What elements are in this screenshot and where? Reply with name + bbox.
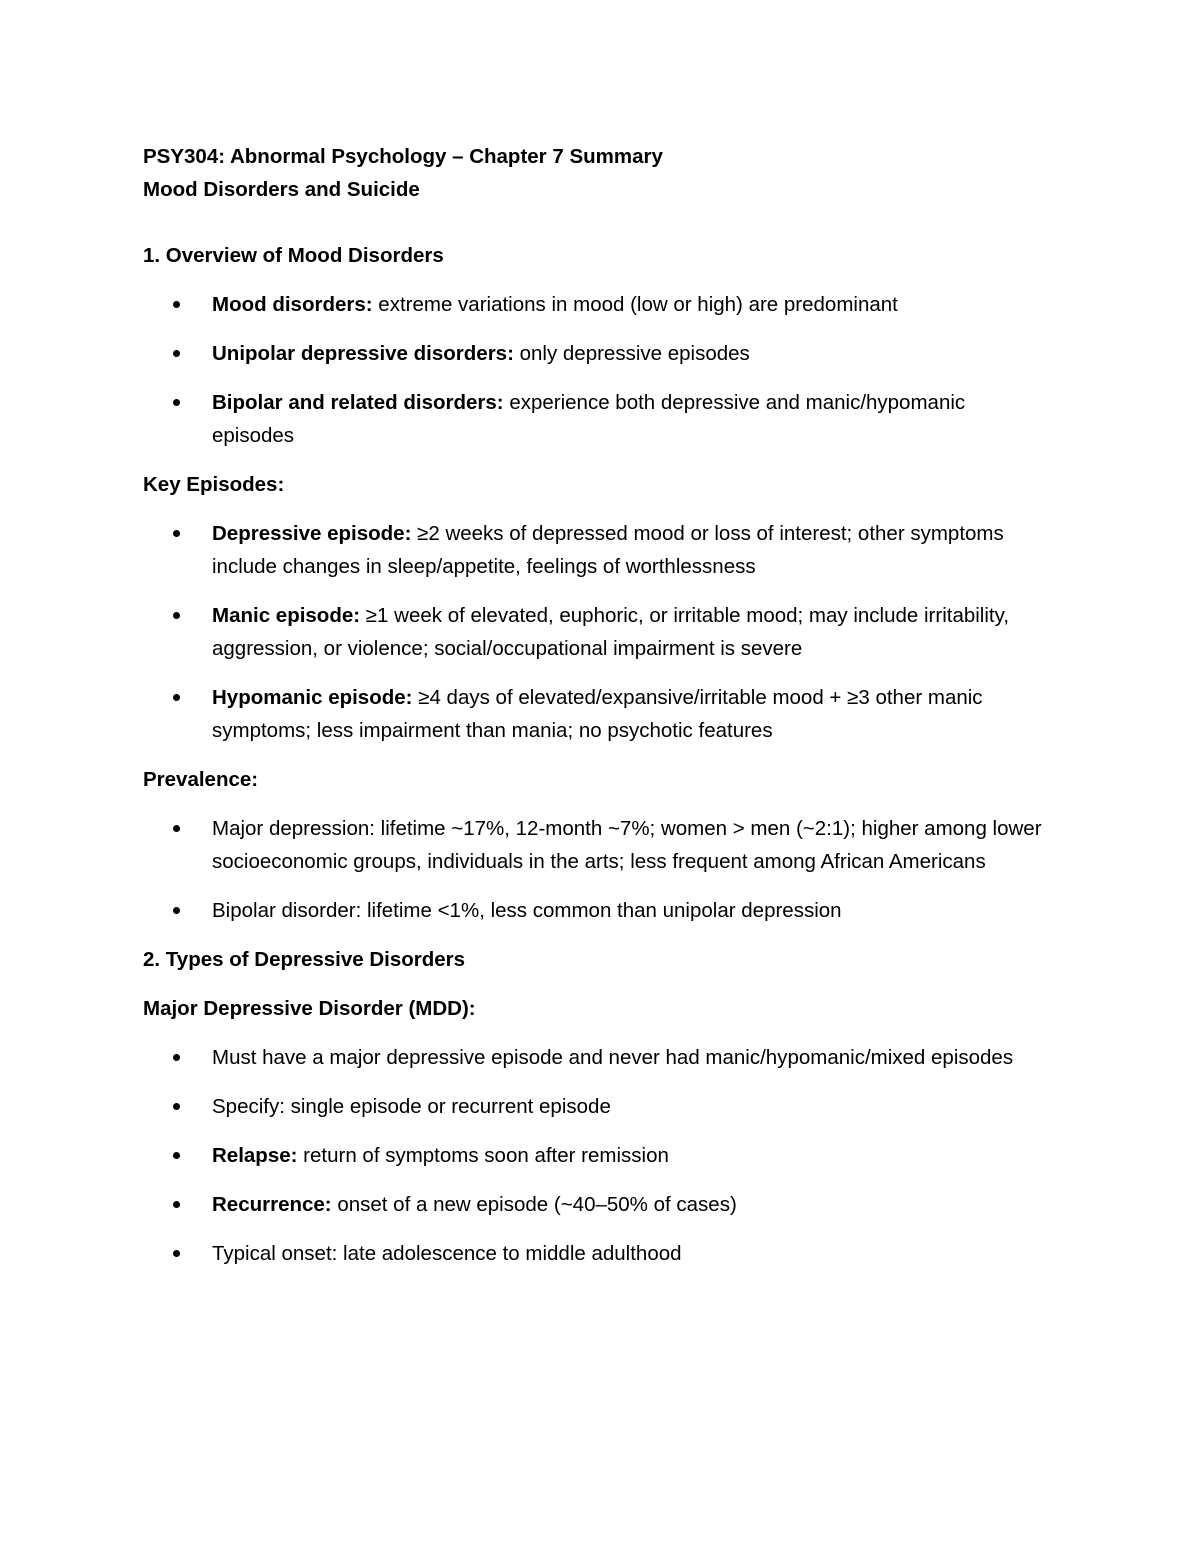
list-item — [143, 812, 1050, 878]
document-subtitle: Mood Disorders and Suicide — [143, 178, 420, 201]
list-item-text: Must have a major depressive episode and never had manic/hypomanic/mixed episodes — [212, 1046, 1014, 1069]
list-item — [143, 599, 1050, 665]
list-item-term: Unipolar depressive disorders: — [212, 342, 514, 365]
list-item-term: Mood disorders: — [212, 293, 373, 316]
list-item-term: Hypomanic episode: — [212, 686, 413, 709]
list-item — [143, 386, 1050, 452]
bullet-dot-icon — [173, 1152, 180, 1159]
key-episodes-list — [143, 517, 1050, 747]
list-item-text: extreme variations in mood (low or high) are predominant — [372, 293, 898, 316]
list-item-text: Bipolar disorder: lifetime <1%, less common than unipolar depression — [212, 899, 842, 922]
bullet-dot-icon — [173, 1201, 180, 1208]
sub-heading-key-episodes: Key Episodes: — [143, 473, 285, 496]
list-item — [143, 894, 1050, 927]
list-item-text: Major depression: lifetime ~17%, 12-month ~7%; women > men (~2:1); higher among lower socioeconomic groups, individuals in the arts; less frequent among African Americans — [212, 817, 1042, 873]
list-item — [143, 517, 1050, 583]
list-item — [143, 1041, 1050, 1074]
bullet-dot-icon — [173, 301, 180, 308]
bullet-dot-icon — [173, 1250, 180, 1257]
list-item — [143, 1139, 1050, 1172]
bullet-dot-icon — [173, 1054, 180, 1061]
list-item-text: onset of a new episode (~40–50% of cases) — [331, 1193, 737, 1216]
list-item-term: Bipolar and related disorders: — [212, 391, 504, 414]
list-item-text: ≥4 days of elevated/expansive/irritable mood + ≥3 other manic symptoms; less impairment than mania; no psychotic features — [212, 686, 983, 742]
mdd-list — [143, 1041, 1050, 1270]
list-item-term: Manic episode: — [212, 604, 361, 627]
list-item-term: Relapse: — [212, 1144, 298, 1167]
list-item — [143, 1237, 1050, 1270]
sub-heading-prevalence: Prevalence: — [143, 768, 259, 791]
bullet-dot-icon — [173, 530, 180, 537]
overview-list — [143, 288, 1050, 452]
bullet-dot-icon — [173, 399, 180, 406]
bullet-dot-icon — [173, 907, 180, 914]
list-item-term: Recurrence: — [212, 1193, 332, 1216]
list-item — [143, 288, 1050, 321]
list-item-term: Depressive episode: — [212, 522, 412, 545]
list-item — [143, 337, 1050, 370]
sub-heading-mdd: Major Depressive Disorder (MDD): — [143, 997, 476, 1020]
list-item-text: ≥2 weeks of depressed mood or loss of interest; other symptoms include changes in sleep/appetite, feelings of worthlessness — [212, 522, 1004, 578]
bullet-dot-icon — [173, 612, 180, 619]
section-heading-overview: 1. Overview of Mood Disorders — [143, 244, 444, 267]
section-heading-depressive-types: 2. Types of Depressive Disorders — [143, 948, 466, 971]
list-item-text: ≥1 week of elevated, euphoric, or irritable mood; may include irritability, aggression, or violence; social/occupational impairment is severe — [212, 604, 1010, 660]
document-title: PSY304: Abnormal Psychology – Chapter 7 Summary — [143, 145, 663, 168]
list-item — [143, 1188, 1050, 1221]
list-item-text: experience both depressive and manic/hypomanic episodes — [212, 391, 966, 447]
list-item-text: Typical onset: late adolescence to middle adulthood — [212, 1242, 682, 1265]
bullet-dot-icon — [173, 1103, 180, 1110]
list-item — [143, 1090, 1050, 1123]
list-item-text: return of symptoms soon after remission — [297, 1144, 669, 1167]
list-item — [143, 681, 1050, 747]
list-item-text: Specify: single episode or recurrent episode — [212, 1095, 611, 1118]
bullet-dot-icon — [173, 825, 180, 832]
list-item-text: only depressive episodes — [513, 342, 750, 365]
bullet-dot-icon — [173, 350, 180, 357]
prevalence-list — [143, 812, 1050, 927]
bullet-dot-icon — [173, 694, 180, 701]
